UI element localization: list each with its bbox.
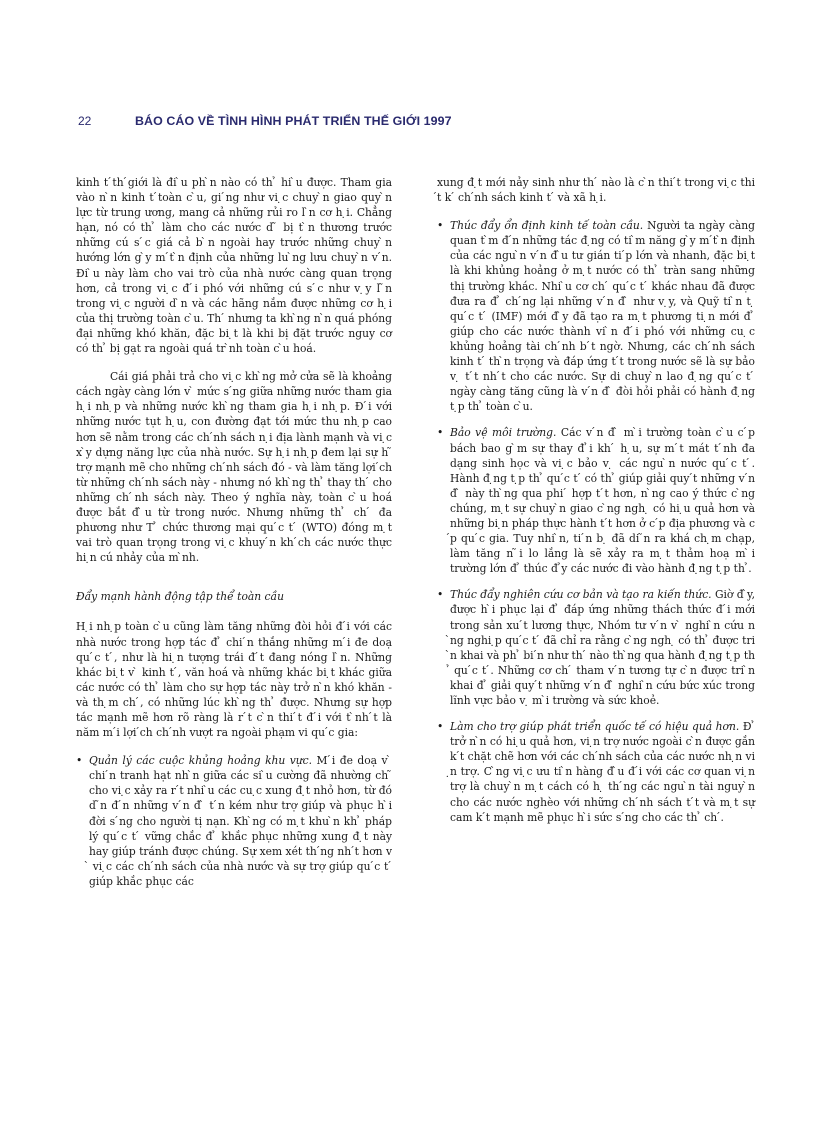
list-item-text: M ́i đe doạ v ̀ chi ́n tranh hạt nh ̀n giữa các si ̀u cường đã nhường ch ̃ cho vi ̣c xảy ra r ́t nhi ̀u các cu ̣c xung đ ̣t nhỏ hơn, từ đó d ̃n đ ́n những v ́n đ ̀ t ́n kém như trợ giúp và phục h ̀i đời s ́ng cho người tị nạn. Kh ̀ng có m ̣t khu ̀n kh ̉ pháp lý qu ́c t ́ vững chắc đ ̉ khắc phục những xung đ ̣t này hay giúp tránh được chúng. Sự xem xét th ́ng nh ́t hơn v ̀ vi ̣c các ch ́nh sách của nhà nước và sự trợ giúp qu ́c t ́ giúp khắc phục các [89,754,392,888]
list-item [437,218,755,414]
paragraph-continuation: xung đ ̣t mới nảy sinh như th ́ nào là c ̀n thi ́t trong vi ̣c thi ́t k ́ ch ́nh sách kinh t ́ và xã h ̣i. [437,176,755,205]
list-item [437,719,755,825]
list-item [437,587,755,708]
list-item-title: Thúc đẩy nghiên cứu cơ bản và tạo ra kiến thức. [450,588,712,602]
page-number: 22 [78,114,92,128]
bullet-icon: • [76,754,83,768]
paragraph: kinh t ́th ́giới là đi ̀u ph ̀n nào có th ̉ hi ̀u được. Tham gia vào n ̀n kinh t ́toàn c ̀u, gi ́ng như vi ̣c chuy ̀n giao quy ̀n lực từ trung ương, mang cả những rủi ro l ̀n cơ h ̣i. Chẳng hạn, nó có th ̉ làm cho các nước d ̃ bị t ̀n thương trước những cú s ́c giá cả b ̀n ngoài hay trước những chuy ̀n hướng lớn g ̀y m ́t ̀n định của những lu ̀ng lưu chuy ̀n v ́n. Đi ̀u này làm cho vai trò của nhà nước càng quan trọng hơn, cả trong vi ̣c đ ́i phó với những cú s ́c như v ̣y l ̃n trong vi ̣c người d ̀n và các hãng nắm được những cơ h ̣i của thị trường toàn c ̀u. Th ́ nhưng ta kh ̀ng n ̀n quá phóng đại những khó khăn, đặc bi ̣t là khi bị đặt trước nguy cơ có th ̉ bị gạt ra ngoài quá tr ̀nh toàn c ̀u hoá. [76,176,392,356]
bullet-icon: • [437,720,444,734]
list-item-title: Thúc đẩy ổn định kinh tế toàn cầu. [450,219,644,233]
paragraph: H ̣i nh ̣p toàn c ̀u cũng làm tăng những đòi hỏi đ ́i với các nhà nước trong hợp tác đ ̉ chi ́n thắng những m ́i đe doạ qu ́c t ́, như là hi ̣n tượng trái đ ́t đang nóng l ̀n. Những khác bi ̣t v ̀ kinh t ́, văn hoá và những khác bi ̣t khác giữa các nước có th ̉ làm cho sự hợp tác này trở n ̀n khó khăn - và th ̣m ch ́, có những lúc kh ̀ng th ̉ được. Nhưng sự hợp tác mạnh mẽ hơn rõ ràng là r ́t c ̀n thi ́t đ ́i với t ̀nh ́t là năm m ́i lợi ́ch ch ́nh vượt ra ngoài phạm vi qu ́c gia: [76,620,392,740]
running-title: BÁO CÁO VỀ TÌNH HÌNH PHÁT TRIỂN THẾ GIỚI 1997 [135,114,452,128]
bullet-icon: • [437,219,444,233]
list-item-text: Đ ̉ trở n ̀n có hi ̣u quả hơn, vi ̣n trợ nước ngoài c ̀n được gắn k ́t chặt chẽ hơn với các ch ́nh sách của các nước nh ̣n vi ̣n trợ. C ̀ng vi ̣c ưu ti ̀n hàng đ ̀u đ ́i với các cơ quan vi ̣n trợ là chuy ̀n m ̣t cách có h ̣ th ́ng các ngu ̀n tài nguy ̀n cho các nước nghèo với những ch ́nh sách t ́t và m ̣t sự cam k ́t mạnh mẽ phục h ̀i sức s ́ng cho các th ̉ ch ́. [450,720,756,824]
right-column [437,175,755,836]
left-column [76,175,392,900]
list-item [76,753,392,889]
list-item-text: Giờ đ ̀y, được h ̀i phục lại đ ̉ đáp ứng những thách thức đ ́i mới trong sản xu ́t lương thực, Nhóm tư v ́n v ̀ nghi ̀n cứu n ̀ng nghi ̣p qu ́c t ́ đã chỉ ra rằng c ̀ng ngh ̣ có th ̉ được tri ̀n khai và ph ̉ bi ́n như th ́ nào th ̀ng qua hành đ ̣ng t ̣p th ̉ qu ́c t ́. Những cơ ch ́ tham v ́n tương tự c ̀n được tri ̀n khai đ ̉ giải quy ́t những v ́n đ ̀ nghi ̀n cứu bức xúc trong lĩnh vực bảo v ̣ m ̀i trường và sức khoẻ. [450,588,756,707]
bullet-list [437,218,755,825]
paragraph: Cái giá phải trả cho vi ̣c kh ̀ng mở cửa sẽ là khoảng cách ngày càng lớn v ̀ mức s ́ng giữa những nước tham gia h ̣i nh ̣p và những nước kh ̀ng tham gia h ̣i nh ̣p. Đ ́i với những nước tụt h ̣u, con đường đạt tới mức thu nh ̣p cao hơn sẽ nằm trong các ch ́nh sách n ̣i địa lành mạnh và vi ̣c x ̀y dựng năng lực của nhà nước. Sự h ̣i nh ̣p đem lại sự h ̃ trợ mạnh mẽ cho những ch ́nh sách đó - và làm tăng lợi ́ch từ những ch ́nh sách này - nhưng nó kh ̀ng th ̉ thay th ́ cho những ch ́nh sách này. Theo ý nghĩa này, toàn c ̀u hoá được bắt đ ̀u từ trong nước. Nhưng những th ̉ ch ́ đa phương như T ̉ chức thương mại qu ́c t ́ (WTO) đóng m ̣t vai trò quan trọng trong vi ̣c khuy ́n kh ́ch các nước thực hi ̣n cú nhảy của m ̀nh. [76,370,392,565]
page-header [78,114,678,134]
section-subheading: Đẩy mạnh hành động tập thể toàn cầu [76,590,284,604]
bullet-icon: • [437,426,444,440]
bullet-icon: • [437,588,444,602]
list-item-title: Bảo vệ môi trường. [450,426,557,440]
bullet-list [76,753,392,889]
list-item [437,425,755,576]
list-item-title: Quản lý các cuộc khủng hoảng khu vực. [89,754,313,768]
list-item-text: Các v ́n đ ̀ m ̀i trường toàn c ̀u c ́p bách bao g ̀m sự thay đ ̉i kh ́ h ̣u, sự m ́t mát t ́nh đa dạng sinh học và vi ̣c bảo v ̣ các ngu ̀n nước qu ́c t ́. Hành đ ̣ng t ̣p th ̉ qu ́c t ́ có th ̉ giúp giải quy ́t những v ́n đ ̀ này th ̀ng qua phi ́ hợp t ́t hơn, n ̀ng cao ý thức c ̀ng chúng, m ̣t sự chuy ̀n giao c ̀ng ngh ̣ có hi ̣u quả hơn và những bi ̣n pháp thực hành t ́t hơn ở c ́p địa phương và c ́p qu ́c gia. Tuy nhi ̀n, ti ́n b ̣ đã di ̃n ra khá ch ̣m chạp, làm tăng n ̃i lo lắng là sẽ xảy ra m ̣t thảm hoạ m ̀i trường lớn đ ̉ thúc đ ̉y các nước đi vào hành đ ̣ng t ̣p th ̉. [450,426,756,576]
list-item-text: Người ta ngày càng quan t ̀m đ ́n những tác đ ̣ng có ti ̀m năng g ̀y m ́t ̀n định của các ngu ̀n v ́n đ ̀u tư gián ti ́p lớn và nhanh, đặc bi ̣t là khi khủng hoảng ở m ̣t nước có th ̉ tràn sang những thị trường khác. Nhi ̀u cơ ch ́ qu ́c t ́ khác nhau đã được đưa ra đ ̉ ch ́ng lại những v ́n đ ̀ như v ̣y, và Quỹ ti ̀n t ̣ qu ́c t ́ (IMF) mới đ ̀y đã tạo ra m ̣t phương ti ̣n mới đ ̉ giúp cho các nước thành vi ̀n đ ́i phó với những cu ̣c khủng hoảng tài ch ́nh b ́t ngờ. Nhưng, các ch ́nh sách kinh t ́ th ̀n trọng và đáp ứng t ́t trong nước sẽ là sự bảo v ̣ t ́t nh ́t cho các nước. Sự di chuy ̀n lao đ ̣ng qu ́c t ́ ngày càng tăng cũng là v ́n đ ̀ đòi hỏi phải có hành đ ̣ng t ̣p th ̉ toàn c ̀u. [450,219,756,414]
list-item-title: Làm cho trợ giúp phát triển quốc tế có hiệu quả hơn. [450,720,740,734]
